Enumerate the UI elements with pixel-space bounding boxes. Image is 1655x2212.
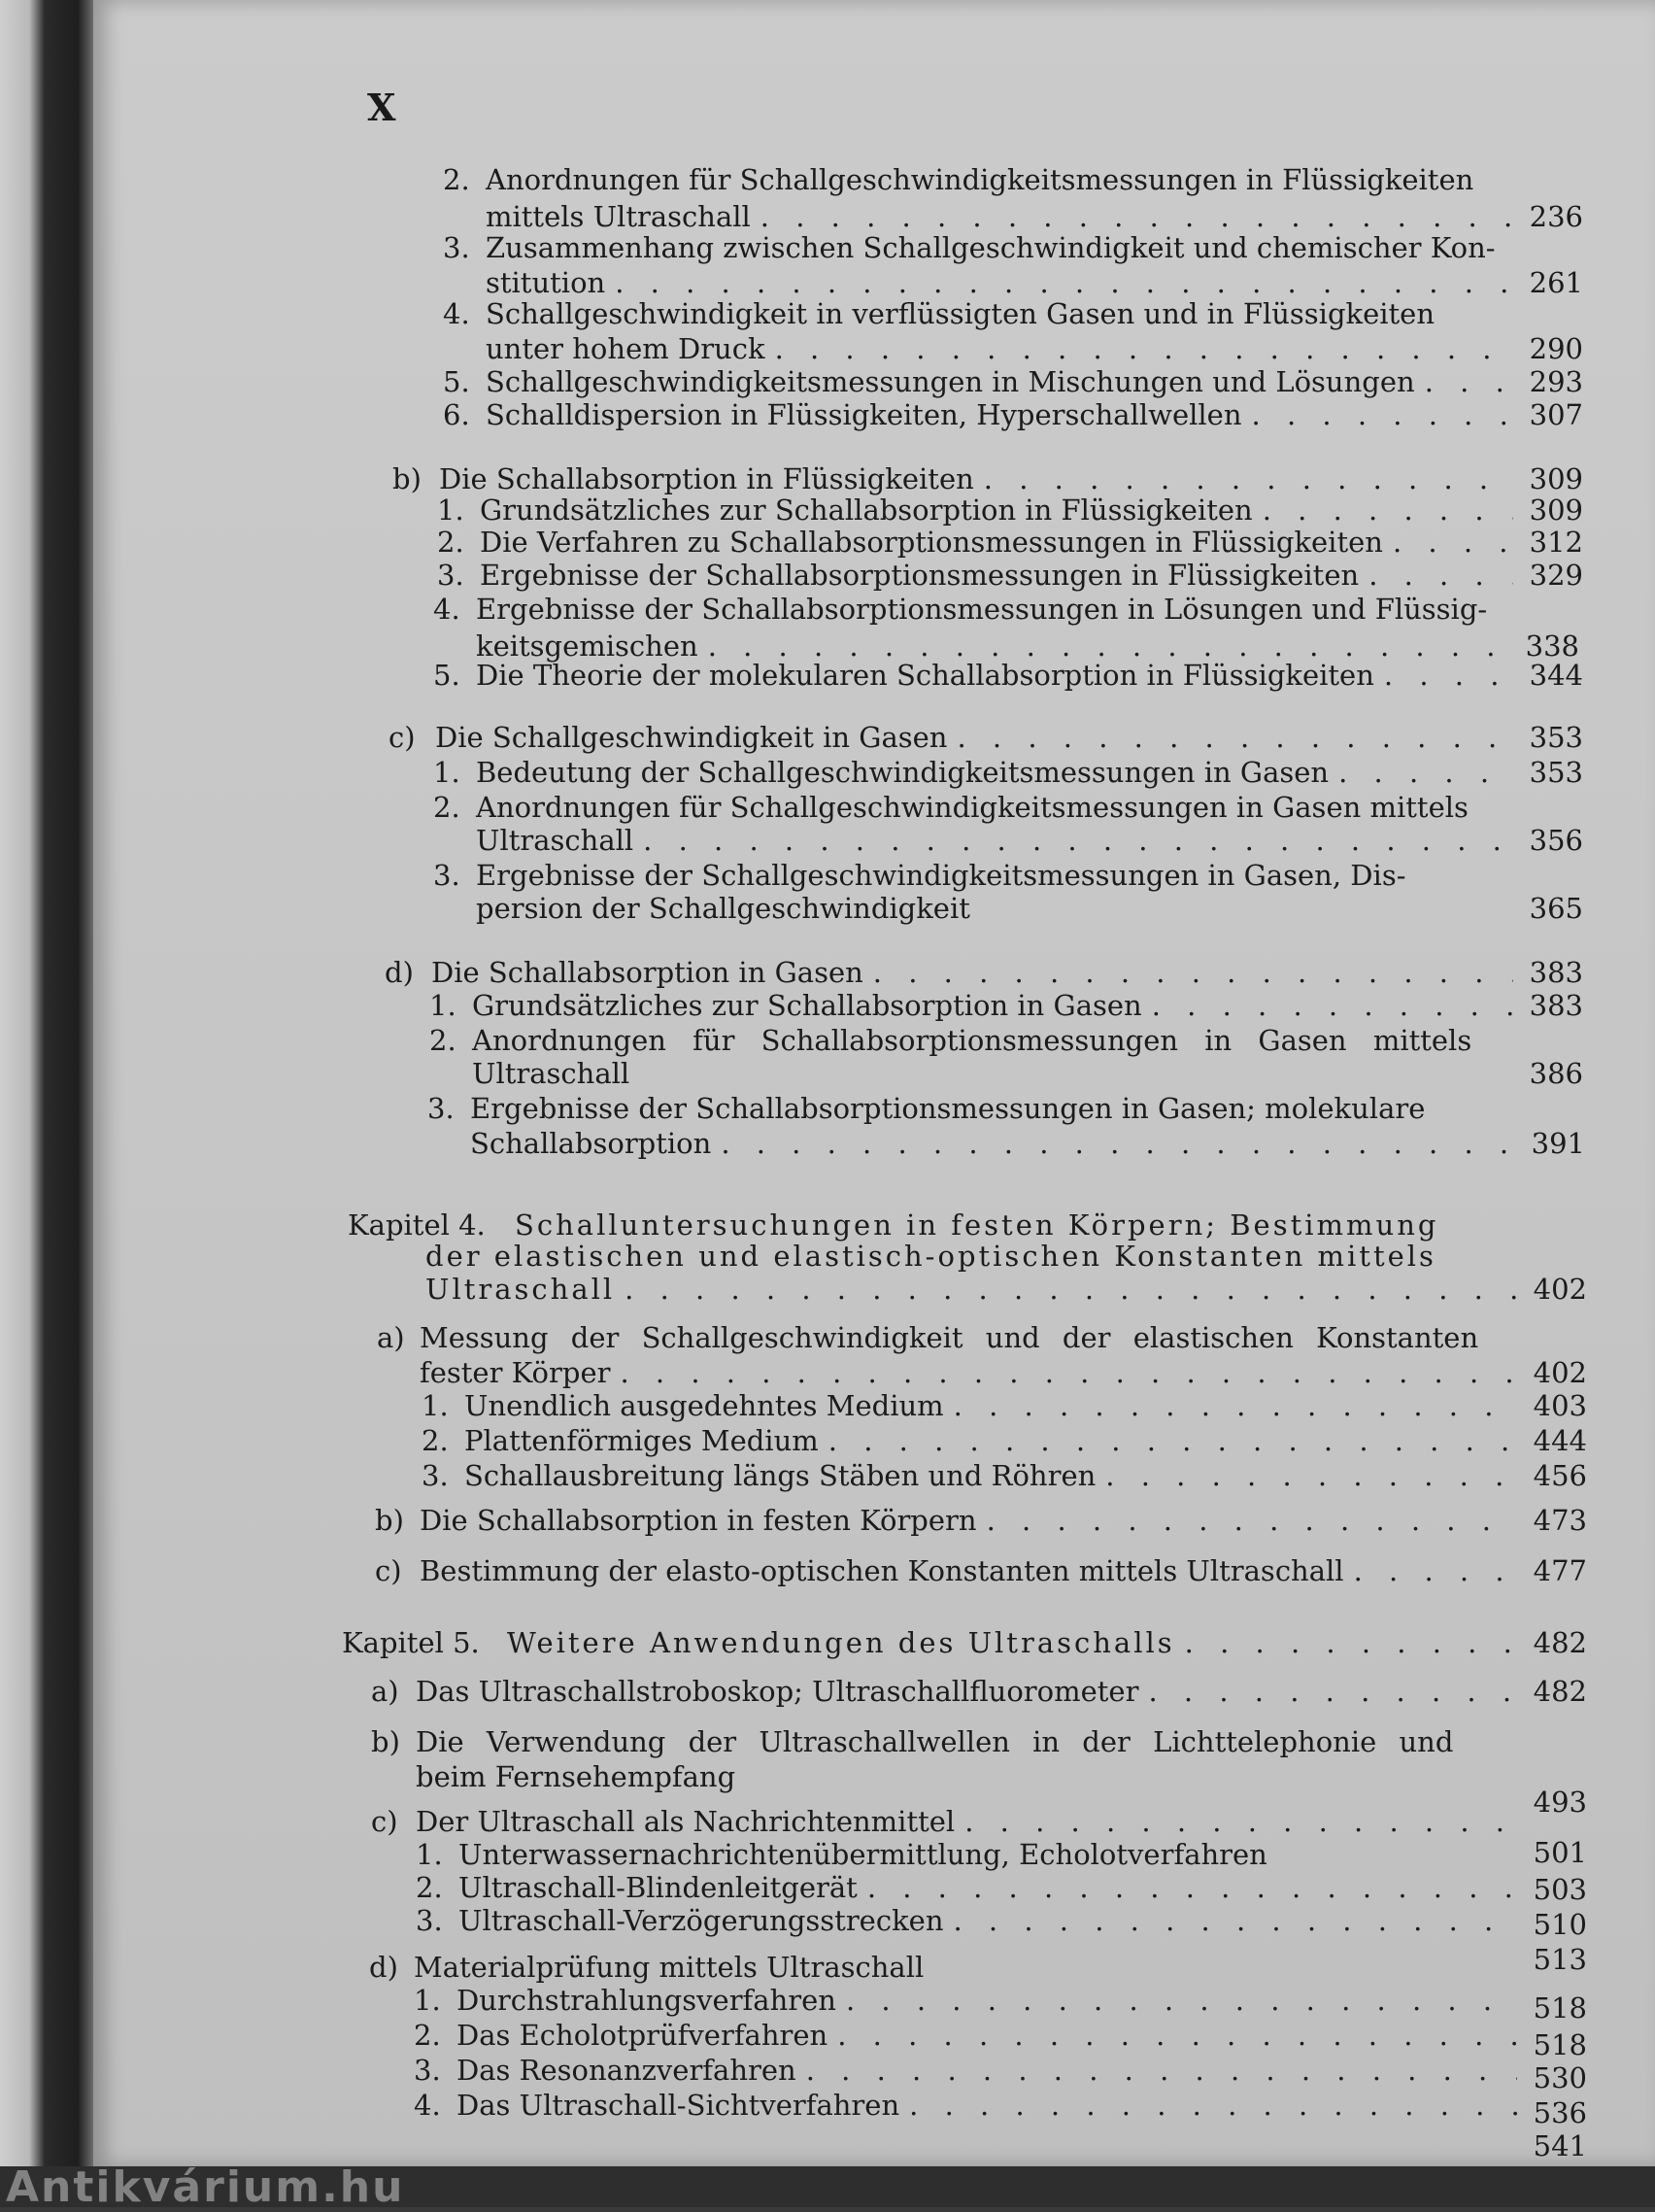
toc-page-number: 501 [1533, 1836, 1587, 1869]
toc-entry-text: Anordnungen für Schallgeschwindigkeitsmessungen in Gasen mittels [476, 791, 1469, 824]
dot-leader [1354, 1554, 1517, 1587]
toc-entry-text-cont: keitsgemischen [476, 630, 698, 663]
toc-page-number: 338 [1525, 630, 1579, 663]
dot-leader [760, 200, 1513, 233]
dot-leader [984, 462, 1513, 495]
toc-entry-number: c) [388, 721, 416, 754]
toc-entry-text: Ergebnisse der Schallabsorptionsmessungen in Lösungen und Flüssig- [476, 593, 1488, 626]
toc-entry-number: 3. [443, 231, 470, 264]
toc-page-number: 344 [1529, 659, 1583, 692]
toc-entry-number: b) [375, 1504, 404, 1537]
toc-entry [414, 2089, 1587, 2162]
toc-page-number: 493 [1533, 1786, 1587, 1819]
dot-leader [1393, 526, 1513, 559]
toc-entry-number: c) [371, 1805, 398, 1838]
toc-page-number: 518 [1533, 2028, 1587, 2061]
toc-entry-text: Zusammenhang zwischen Schallgeschwindigkeit und chemischer Kon- [486, 231, 1496, 264]
dot-leader [806, 2054, 1517, 2087]
toc-page-number: 386 [1529, 1057, 1583, 1090]
toc-entry-number: 4. [433, 593, 460, 626]
toc-entry-number: 1. [437, 493, 464, 527]
dot-leader [625, 1273, 1517, 1306]
dot-leader [643, 824, 1513, 857]
toc-page-number: 391 [1531, 1127, 1585, 1160]
toc-entry-number: 6. [443, 398, 470, 431]
toc-entry [476, 824, 1583, 857]
dot-leader [837, 2019, 1517, 2052]
toc-entry-text-cont: fester Körper [420, 1356, 611, 1389]
watermark-text: Antikvárium.hu [6, 2162, 405, 2212]
toc-chapter-title-cont: Ultraschall [425, 1273, 616, 1306]
toc-page-number: 518 [1533, 1991, 1587, 2025]
toc-entry-text-cont: unter hohem Druck [486, 332, 765, 365]
dot-leader [1185, 1626, 1517, 1659]
dot-leader [620, 1356, 1517, 1389]
toc-entry-text-cont: stitution [486, 266, 606, 299]
dot-leader [1252, 398, 1513, 431]
dot-leader [1338, 756, 1513, 789]
toc-entry [443, 398, 1583, 431]
toc-entry [437, 526, 1583, 559]
toc-entry-number: 2. [429, 1024, 456, 1057]
toc-entry-text: Anordnungen für Schallgeschwindigkeitsmessungen in Flüssigkeiten [486, 163, 1474, 196]
dot-leader [1425, 365, 1513, 398]
toc-entry [385, 956, 1583, 989]
toc-entry [486, 266, 1583, 299]
toc-entry-text: Ultraschall-Verzögerungsstrecken [458, 1904, 944, 1937]
toc-entry [443, 365, 1583, 398]
dot-leader [1368, 559, 1513, 592]
toc-entry-text: Unendlich ausgedehntes Medium [464, 1389, 944, 1422]
toc-page-number: 290 [1529, 332, 1583, 365]
toc-entry-number: 3. [437, 559, 464, 592]
toc-entry [425, 1273, 1587, 1306]
toc-entry-text: Die Verfahren zu Schallabsorptionsmessungen in Flüssigkeiten [480, 526, 1383, 559]
toc-page-number: 444 [1533, 1424, 1587, 1457]
dot-leader [873, 956, 1513, 989]
toc-entry-text: Das Resonanzverfahren [456, 2054, 796, 2087]
dot-leader [615, 266, 1513, 299]
toc-page-number: 329 [1529, 559, 1583, 592]
toc-page-number: 477 [1533, 1554, 1587, 1587]
toc-entry-number: 5. [433, 659, 460, 692]
dot-leader [954, 1389, 1517, 1422]
dot-leader [1152, 989, 1513, 1022]
toc-entry-text: Das Echolotprüfverfahren [456, 2019, 828, 2052]
toc-page-number: 473 [1533, 1504, 1587, 1537]
toc-page-number: 236 [1529, 200, 1583, 233]
toc-entry [342, 1626, 1587, 1659]
toc-entry-number: 2. [416, 1871, 443, 1904]
toc-entry [416, 1760, 1587, 1819]
toc-entry-number: 5. [443, 365, 470, 398]
toc-page-number: 403 [1533, 1389, 1587, 1422]
toc-entry [433, 756, 1583, 789]
toc-page-number: 482 [1533, 1675, 1587, 1708]
toc-entry-number: 3. [416, 1904, 443, 1937]
toc-entry-number: a) [371, 1675, 399, 1708]
toc-entry [375, 1504, 1587, 1537]
toc-entry-text: Materialprüfung mittels Ultraschall [414, 1951, 925, 1984]
toc-entry [476, 630, 1579, 663]
toc-entry-text: Schallausbreitung längs Stäben und Röhren [464, 1459, 1097, 1492]
toc-entry-text: Grundsätzliches zur Schallabsorption in Gasen [472, 989, 1142, 1022]
toc-page-number: 541 [1533, 2129, 1587, 2162]
toc-entry [422, 1424, 1587, 1457]
toc-entry-number: 1. [429, 989, 456, 1022]
toc-entry-number: 2. [433, 791, 460, 824]
toc-entry-number: 2. [437, 526, 464, 559]
toc-page-number: 365 [1529, 892, 1583, 925]
toc-chapter-title: Schalluntersuchungen in festen Körpern; Bestimmung [515, 1208, 1439, 1242]
toc-page-number: 353 [1529, 756, 1583, 789]
toc-entry-text-cont: persion der Schallgeschwindigkeit [476, 892, 970, 925]
toc-page-number: 503 [1533, 1873, 1587, 1906]
dot-leader [957, 721, 1513, 754]
toc-entry-text: Ergebnisse der Schallabsorptionsmessungen in Gasen; molekulare [470, 1092, 1426, 1125]
toc-entry [470, 1127, 1585, 1160]
toc-entry-text-cont: mittels Ultraschall [486, 200, 751, 233]
toc-entry [437, 493, 1583, 527]
toc-entry-text: Ultraschall-Blindenleitgerät [458, 1871, 858, 1904]
toc-page-number: 309 [1529, 493, 1583, 527]
toc-entry-text: Ergebnisse der Schallgeschwindigkeitsmessungen in Gasen, Dis- [476, 859, 1406, 892]
toc-page-number: 353 [1529, 721, 1583, 754]
toc-chapter-number: Kapitel 5. [342, 1626, 480, 1659]
toc-entry-number: 4. [414, 2089, 441, 2122]
toc-page-number: 482 [1533, 1626, 1587, 1659]
toc-entry-text: Die Theorie der molekularen Schallabsorption in Flüssigkeiten [476, 659, 1374, 692]
toc-entry-number: 3. [433, 859, 460, 892]
toc-entry-text: Bestimmung der elasto-optischen Konstanten mittels Ultraschall [420, 1554, 1344, 1587]
toc-entry-number: d) [369, 1951, 398, 1984]
toc-entry [388, 721, 1583, 754]
dot-leader [987, 1504, 1517, 1537]
toc-page-number: 536 [1533, 2096, 1587, 2129]
toc-entry-text: Die Schallabsorption in Flüssigkeiten [439, 462, 974, 495]
toc-entry-text: Die Verwendung der Ultraschallwellen in der Lichttelephonie und [416, 1725, 1454, 1758]
toc-entry-number: 1. [422, 1389, 449, 1422]
toc-entry [375, 1554, 1587, 1587]
toc-entry [371, 1675, 1587, 1708]
toc-entry-text: Messung der Schallgeschwindigkeit und der elastischen Konstanten [420, 1321, 1479, 1354]
toc-entry [437, 559, 1583, 592]
toc-entry-text: Die Schallabsorption in Gasen [431, 956, 863, 989]
dot-leader [954, 1904, 1518, 1937]
toc-entry-number: c) [375, 1554, 402, 1587]
toc-entry-number: 3. [414, 2054, 441, 2087]
toc-page-number: 383 [1529, 956, 1583, 989]
toc-entry-text: Ergebnisse der Schallabsorptionsmessungen in Flüssigkeiten [480, 559, 1360, 592]
toc-page-number: 307 [1529, 398, 1583, 431]
toc-entry-text-cont: Ultraschall [476, 824, 634, 857]
dot-leader [1263, 493, 1513, 527]
dot-leader [964, 1805, 1517, 1838]
toc-chapter-title-cont: der elastischen und elastisch-optischen Konstanten mittels [425, 1240, 1436, 1273]
dot-leader [828, 1424, 1517, 1457]
toc-entry-text: Grundsätzliches zur Schallabsorption in Flüssigkeiten [480, 493, 1253, 527]
toc-entry-text: Durchstrahlungsverfahren [456, 1984, 836, 2017]
toc-entry-number: 4. [443, 297, 470, 330]
toc-page-number: 513 [1533, 1943, 1587, 1976]
page-number: X [367, 85, 396, 129]
toc-page-number: 356 [1529, 824, 1583, 857]
toc-entry [420, 1356, 1587, 1389]
toc-entry-number: b) [371, 1725, 400, 1758]
dot-leader [708, 630, 1509, 663]
toc-chapter-number: Kapitel 4. [348, 1208, 486, 1242]
dot-leader [775, 332, 1513, 365]
toc-entry [486, 332, 1583, 365]
toc-page-number: 261 [1529, 266, 1583, 299]
dot-leader [846, 1984, 1517, 2017]
toc-page-number: 530 [1533, 2061, 1587, 2094]
toc-page-number: 293 [1529, 365, 1583, 398]
toc-chapter-title: Weitere Anwendungen des Ultraschalls [507, 1626, 1175, 1659]
toc-entry-number: 3. [427, 1092, 455, 1125]
toc-entry-number: 2. [422, 1424, 449, 1457]
toc-entry-text-cont: Ultraschall [472, 1057, 630, 1090]
toc-page-number: 309 [1529, 462, 1583, 495]
toc-entry-text: Unterwassernachrichtenübermittlung, Echolotverfahren [458, 1838, 1267, 1871]
toc-entry [476, 892, 1583, 925]
dot-leader [1384, 659, 1513, 692]
dot-leader [867, 1871, 1517, 1904]
toc-entry-number: 2. [414, 2019, 441, 2052]
toc-entry-number: 1. [416, 1838, 443, 1871]
toc-entry [422, 1389, 1587, 1422]
toc-entry-text: Anordnungen für Schallabsorptionsmessungen in Gasen mittels [472, 1024, 1472, 1057]
toc-entry-number: 3. [422, 1459, 449, 1492]
toc-entry-text-cont: beim Fernsehempfang [416, 1760, 736, 1793]
toc-entry-number: a) [377, 1321, 405, 1354]
toc-entry-text: Bedeutung der Schallgeschwindigkeitsmessungen in Gasen [476, 756, 1330, 789]
toc-entry-text-cont: Schallabsorption [470, 1127, 712, 1160]
toc-entry-text: Plattenförmiges Medium [464, 1424, 819, 1457]
toc-entry-number: 1. [433, 756, 460, 789]
toc-page-number: 312 [1529, 526, 1583, 559]
toc-entry-text: Schalldispersion in Flüssigkeiten, Hyperschallwellen [486, 398, 1242, 431]
toc-page-number: 402 [1533, 1356, 1587, 1389]
toc-entry [472, 1057, 1583, 1090]
toc-entry-number: 2. [443, 163, 470, 196]
toc-entry-text: Die Schallgeschwindigkeit in Gasen [435, 721, 948, 754]
toc-entry-text: Schallgeschwindigkeit in verflüssigten Gasen und in Flüssigkeiten [486, 297, 1435, 330]
dot-leader [1105, 1459, 1517, 1492]
toc-page-number: 383 [1529, 989, 1583, 1022]
toc-entry-text: Das Ultraschall-Sichtverfahren [456, 2089, 900, 2122]
toc-entry-text: Die Schallabsorption in festen Körpern [420, 1504, 977, 1537]
toc-page-number: 456 [1533, 1459, 1587, 1492]
toc-entry [392, 462, 1583, 495]
dot-leader [1148, 1675, 1517, 1708]
toc-entry-text: Schallgeschwindigkeitsmessungen in Mischungen und Lösungen [486, 365, 1415, 398]
toc-page-number: 510 [1533, 1908, 1587, 1941]
toc-entry [486, 200, 1583, 233]
toc-page-number: 402 [1533, 1273, 1587, 1306]
dot-leader [721, 1127, 1515, 1160]
toc-entry [422, 1459, 1587, 1492]
dot-leader [909, 2089, 1517, 2122]
toc-entry [429, 989, 1583, 1022]
toc-entry-number: d) [385, 956, 414, 989]
toc-entry [433, 659, 1583, 692]
toc-entry-number: b) [392, 462, 422, 495]
toc-entry-text: Der Ultraschall als Nachrichtenmittel [416, 1805, 956, 1838]
toc-entry-number: 1. [414, 1984, 441, 2017]
toc-entry-text: Das Ultraschallstroboskop; Ultraschallfluorometer [416, 1675, 1139, 1708]
